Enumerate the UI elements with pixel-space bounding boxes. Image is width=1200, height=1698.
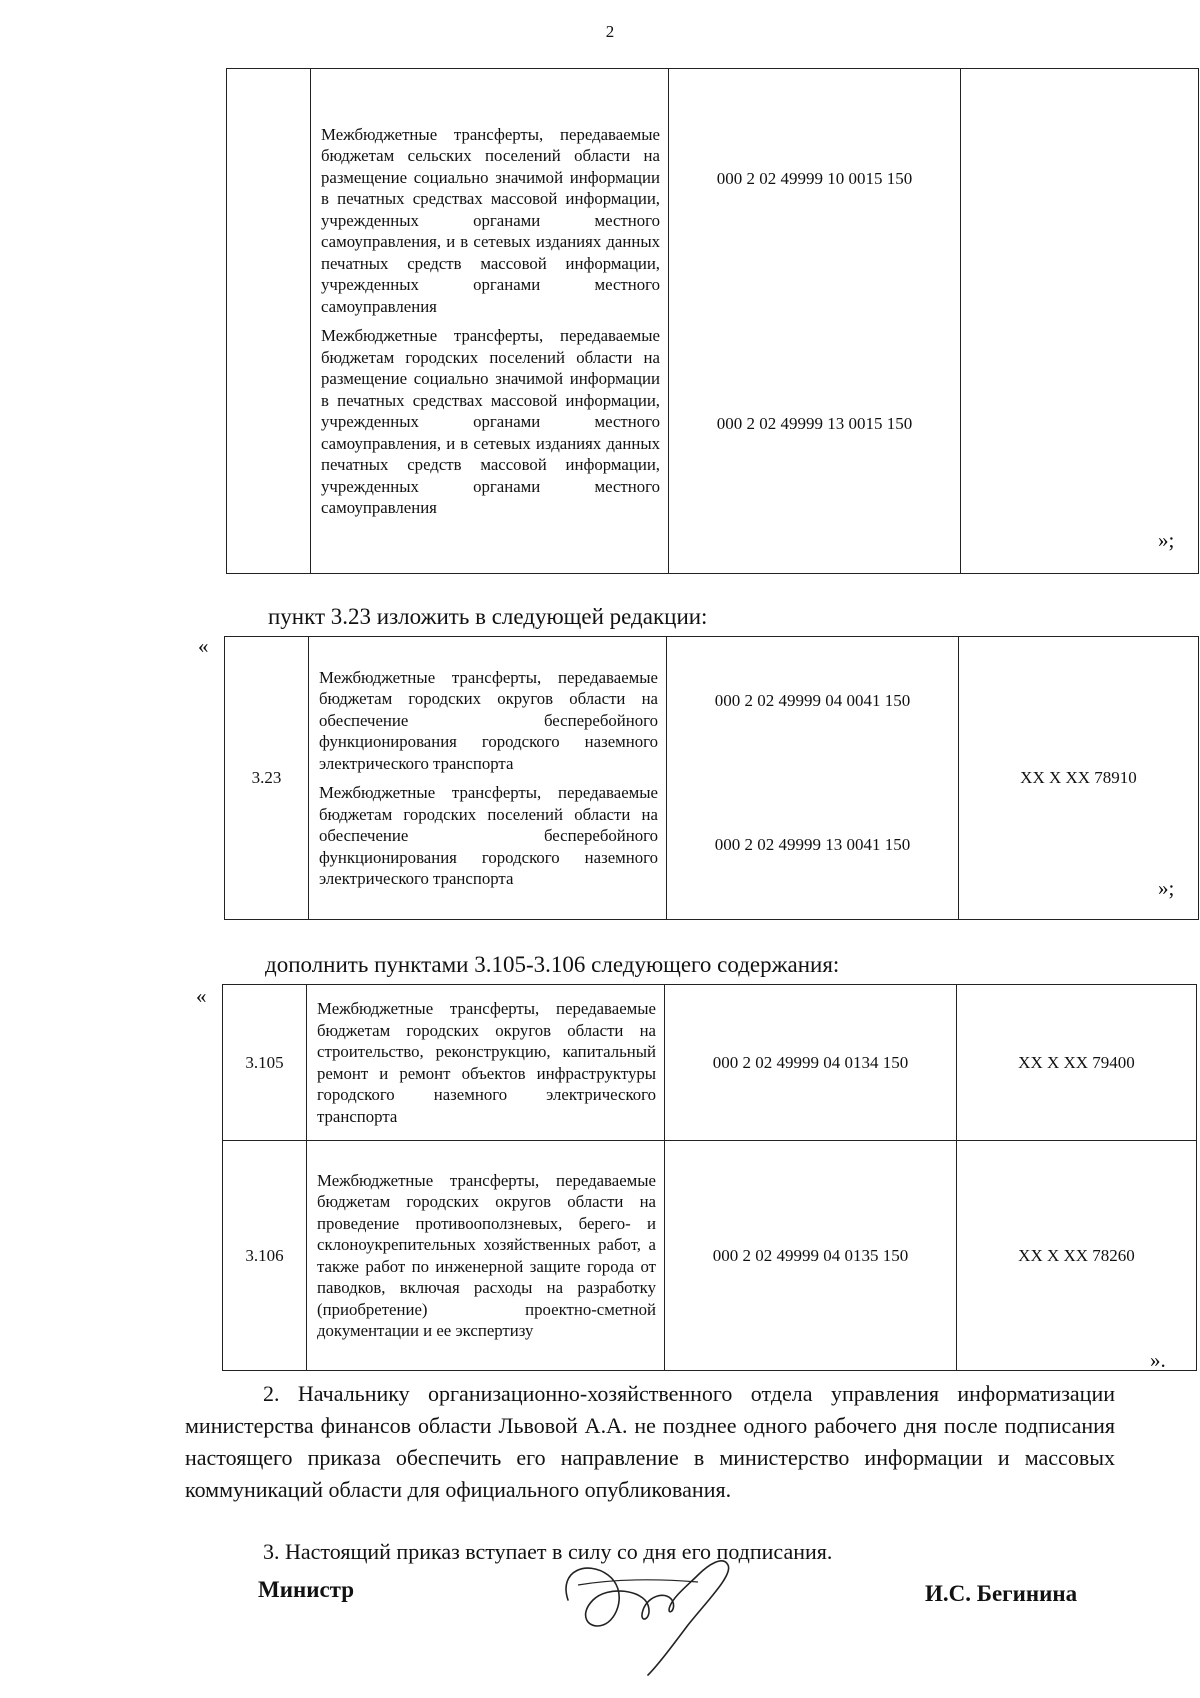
quote-open-mark: « <box>198 634 209 658</box>
budget-code: 000 2 02 49999 13 0015 150 <box>716 414 913 433</box>
extra-code-cell <box>961 69 1199 574</box>
budget-code: 000 2 02 49999 04 0041 150 <box>714 691 911 710</box>
description-cell <box>309 637 667 920</box>
extra-code-cell: XX X XX 78260 <box>957 1141 1197 1371</box>
row-number-cell: 3.23 <box>225 637 309 920</box>
quote-close-mark: ». <box>1150 1348 1166 1372</box>
quote-close-mark: »; <box>1158 876 1175 900</box>
handwritten-signature <box>548 1530 748 1680</box>
paragraph-3-text: 3. Настоящий приказ вступает в силу со дня его подписания. <box>263 1539 833 1564</box>
paragraph-2-text: 2. Начальнику организационно-хозяйственного отдела управления информатизации министерства финансов области Львовой А.А. не позднее одного рабочего дня после подписания настоящего приказа обеспечить его направление в министерство информации и массовых коммуникаций области для официального опубликования. <box>185 1381 1115 1502</box>
quote-close-mark: »; <box>1158 528 1175 552</box>
description-cell: Межбюджетные трансферты, передаваемые бюджетам городских округов области на строительство, реконструкцию, капитальный ремонт и ремонт объектов инфраструктуры городского наземного электрического транспорта <box>307 985 665 1141</box>
section-heading: дополнить пунктами 3.105-3.106 следующего содержания: <box>265 952 840 977</box>
budget-code: 000 2 02 49999 13 0041 150 <box>714 835 911 854</box>
extra-code-cell: XX X XX 78910 <box>959 637 1199 920</box>
table-row <box>223 1141 1197 1371</box>
row-number-cell <box>227 69 311 574</box>
budget-code-cell <box>667 637 959 920</box>
description-cell <box>311 69 669 574</box>
table-row <box>227 69 1199 574</box>
table-items-3-105-3-106 <box>222 984 1197 1371</box>
extra-code-cell: XX X XX 79400 <box>957 985 1197 1141</box>
description-text: Межбюджетные трансферты, передаваемые бюджетам городских округов области на обеспечение бесперебойного функционирования городского наземного электрического транспорта <box>319 667 658 773</box>
page-number: 2 <box>605 22 615 41</box>
signatory-name: И.С. Бегинина <box>925 1581 1078 1606</box>
table-row <box>223 985 1197 1141</box>
section-heading: пункт 3.23 изложить в следующей редакции: <box>268 604 708 629</box>
row-number-cell: 3.106 <box>223 1141 307 1371</box>
description-text: Межбюджетные трансферты, передаваемые бюджетам городских поселений области на размещение социально значимой информации в печатных средствах массовой информации, учрежденных органами местного самоуправления, и в сетевых изданиях данных печатных средств массовой информации, учрежденных органами местного самоуправления <box>321 326 660 517</box>
description-text: Межбюджетные трансферты, передаваемые бюджетам сельских поселений области на размещение социально значимой информации в печатных средствах массовой информации, учрежденных органами местного самоуправления, и в сетевых изданиях данных печатных средств массовой информации, учрежденных органами местного самоуправления <box>321 124 660 316</box>
budget-code-cell: 000 2 02 49999 04 0135 150 <box>665 1141 957 1371</box>
quote-open-mark: « <box>196 984 207 1008</box>
budget-code-cell: 000 2 02 49999 04 0134 150 <box>665 985 957 1141</box>
row-number-cell: 3.105 <box>223 985 307 1141</box>
budget-code: 000 2 02 49999 10 0015 150 <box>716 169 913 188</box>
signatory-title: Министр <box>258 1577 355 1602</box>
table-row <box>225 637 1199 920</box>
budget-code-cell <box>669 69 961 574</box>
paragraph-2 <box>185 1378 1115 1506</box>
table-continuation <box>226 68 1199 574</box>
table-item-3-23 <box>224 636 1199 920</box>
description-text: Межбюджетные трансферты, передаваемые бюджетам городских поселений области на обеспечение бесперебойного функционирования городского наземного электрического транспорта <box>319 783 658 888</box>
description-cell: Межбюджетные трансферты, передаваемые бюджетам городских округов области на проведение противооползневых, берего- и склоноукрепительных хозяйственных работ, а также работ по инженерной защите города от паводков, включая расходы на разработку (приобретение) проектно-сметной документации и ее экспертизу <box>307 1141 665 1371</box>
